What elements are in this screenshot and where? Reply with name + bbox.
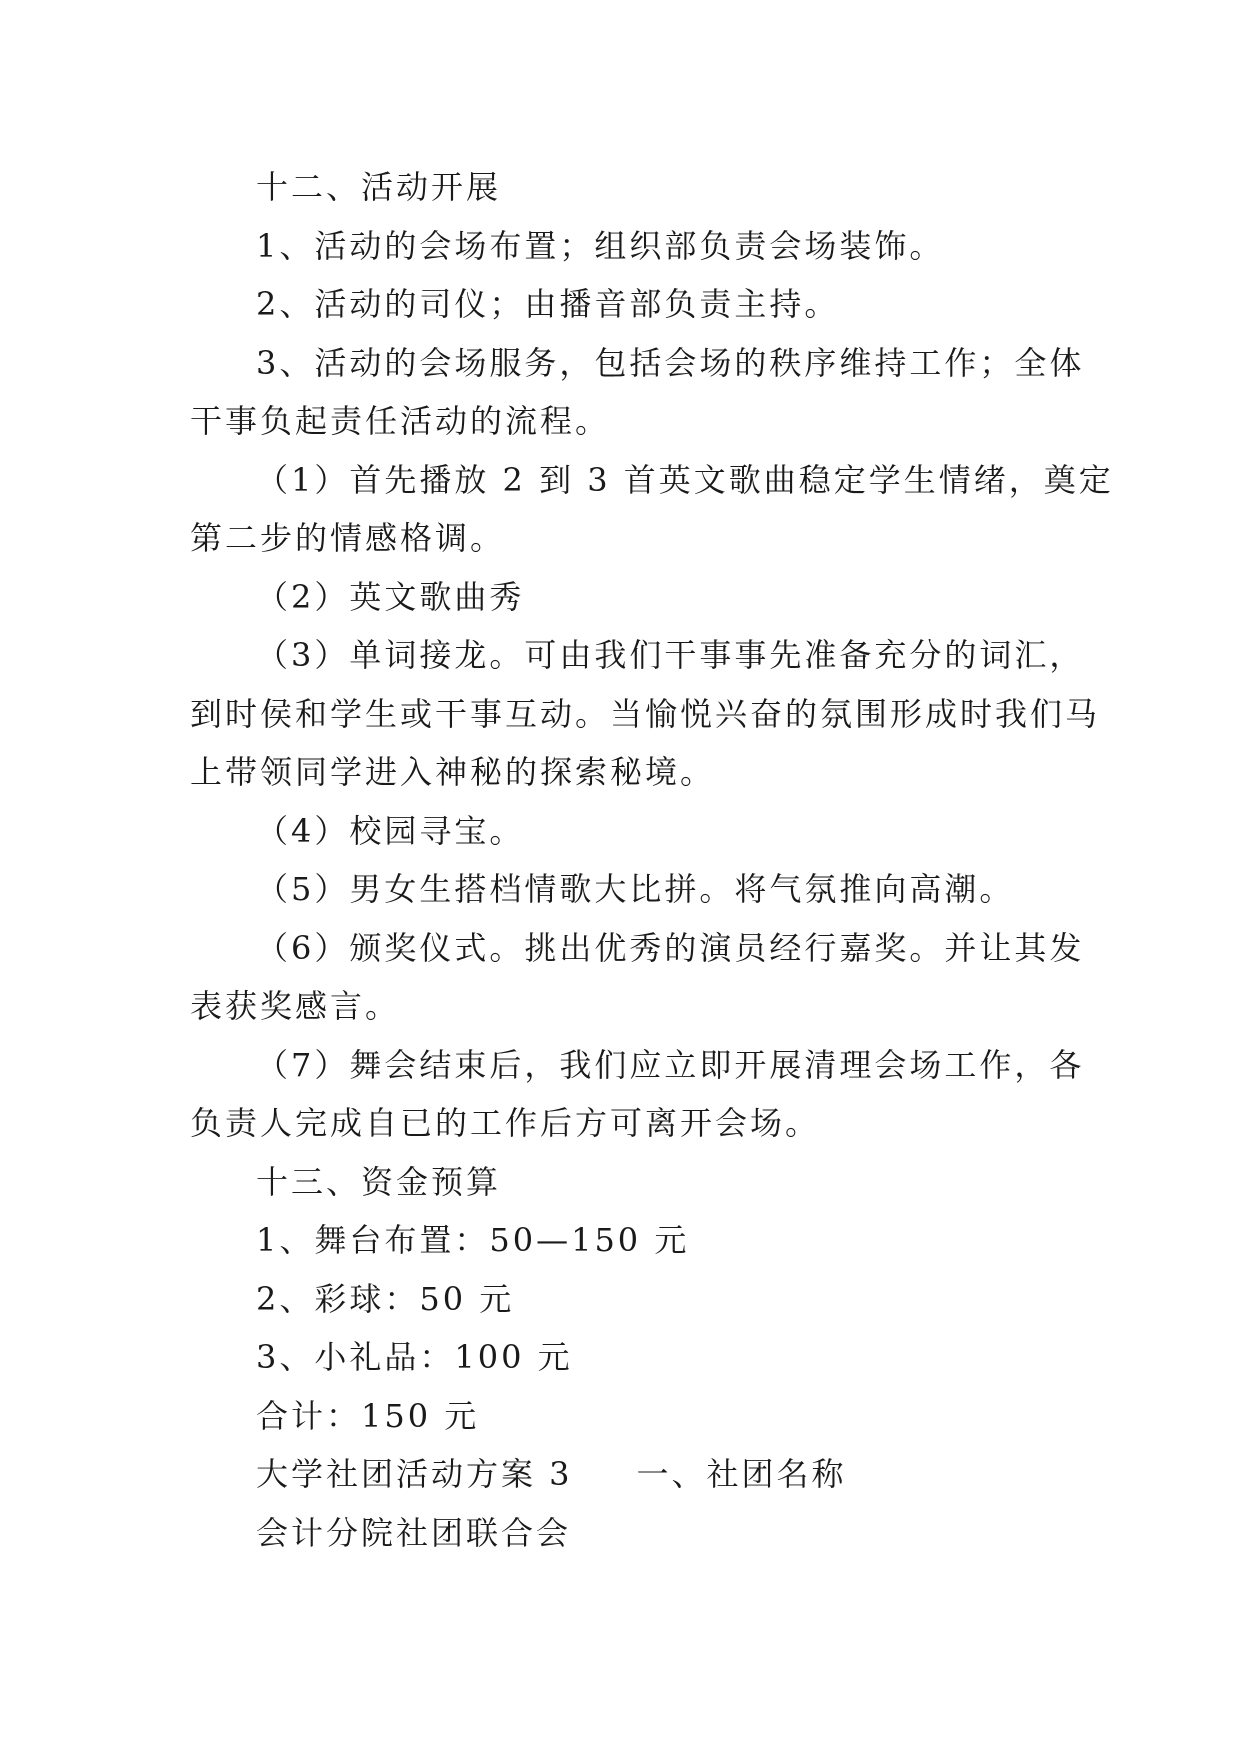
paragraph-line: （1）首先播放 2 到 3 首英文歌曲稳定学生情绪，奠定 <box>256 460 1114 499</box>
budget-item: 3、小礼品：100 元 <box>256 1338 573 1376</box>
document-body <box>190 158 1114 1562</box>
paragraph-line: （6）颁奖仪式。挑出优秀的演员经行嘉奖。并让其发 <box>256 928 1085 967</box>
heading-budget: 十三、资金预算 <box>256 1162 502 1201</box>
paragraph-line: 到时侯和学生或干事互动。当愉悦兴奋的氛围形成时我们马 <box>190 694 1101 733</box>
paragraph-line: （4）校园寻宝。 <box>256 811 525 850</box>
plan-title: 大学社团活动方案 3 <box>256 1455 573 1493</box>
club-name: 会计分院社团联合会 <box>256 1513 572 1552</box>
paragraph-line: （2）英文歌曲秀 <box>256 577 525 616</box>
club-name-heading: 一、社团名称 <box>636 1455 847 1493</box>
paragraph-line: 1、活动的会场布置；组织部负责会场装饰。 <box>256 226 945 265</box>
paragraph-line: （5）男女生搭档情歌大比拼。将气氛推向高潮。 <box>256 870 1015 908</box>
heading-activity: 十二、活动开展 <box>256 168 502 206</box>
budget-item: 1、舞台布置：50—150 元 <box>256 1221 690 1259</box>
paragraph-line: 上带领同学进入神秘的探索秘境。 <box>190 753 716 791</box>
paragraph-line: 干事负起责任活动的流程。 <box>190 402 611 440</box>
paragraph-line: 表获奖感言。 <box>190 987 401 1025</box>
paragraph-line: （7）舞会结束后，我们应立即开展清理会场工作，各 <box>256 1045 1085 1084</box>
paragraph-line: 负责人完成自已的工作后方可离开会场。 <box>190 1104 821 1142</box>
budget-item: 2、彩球：50 元 <box>256 1279 515 1318</box>
paragraph-line: （3）单词接龙。可由我们干事事先准备充分的词汇， <box>256 636 1085 674</box>
budget-total: 合计：150 元 <box>256 1396 480 1435</box>
section-title-line <box>190 1445 1050 1504</box>
paragraph-line: 3、活动的会场服务，包括会场的秩序维持工作；全体 <box>256 343 1085 382</box>
paragraph-line: 第二步的情感格调。 <box>190 519 506 557</box>
paragraph-line: 2、活动的司仪；由播音部负责主持。 <box>256 285 840 323</box>
